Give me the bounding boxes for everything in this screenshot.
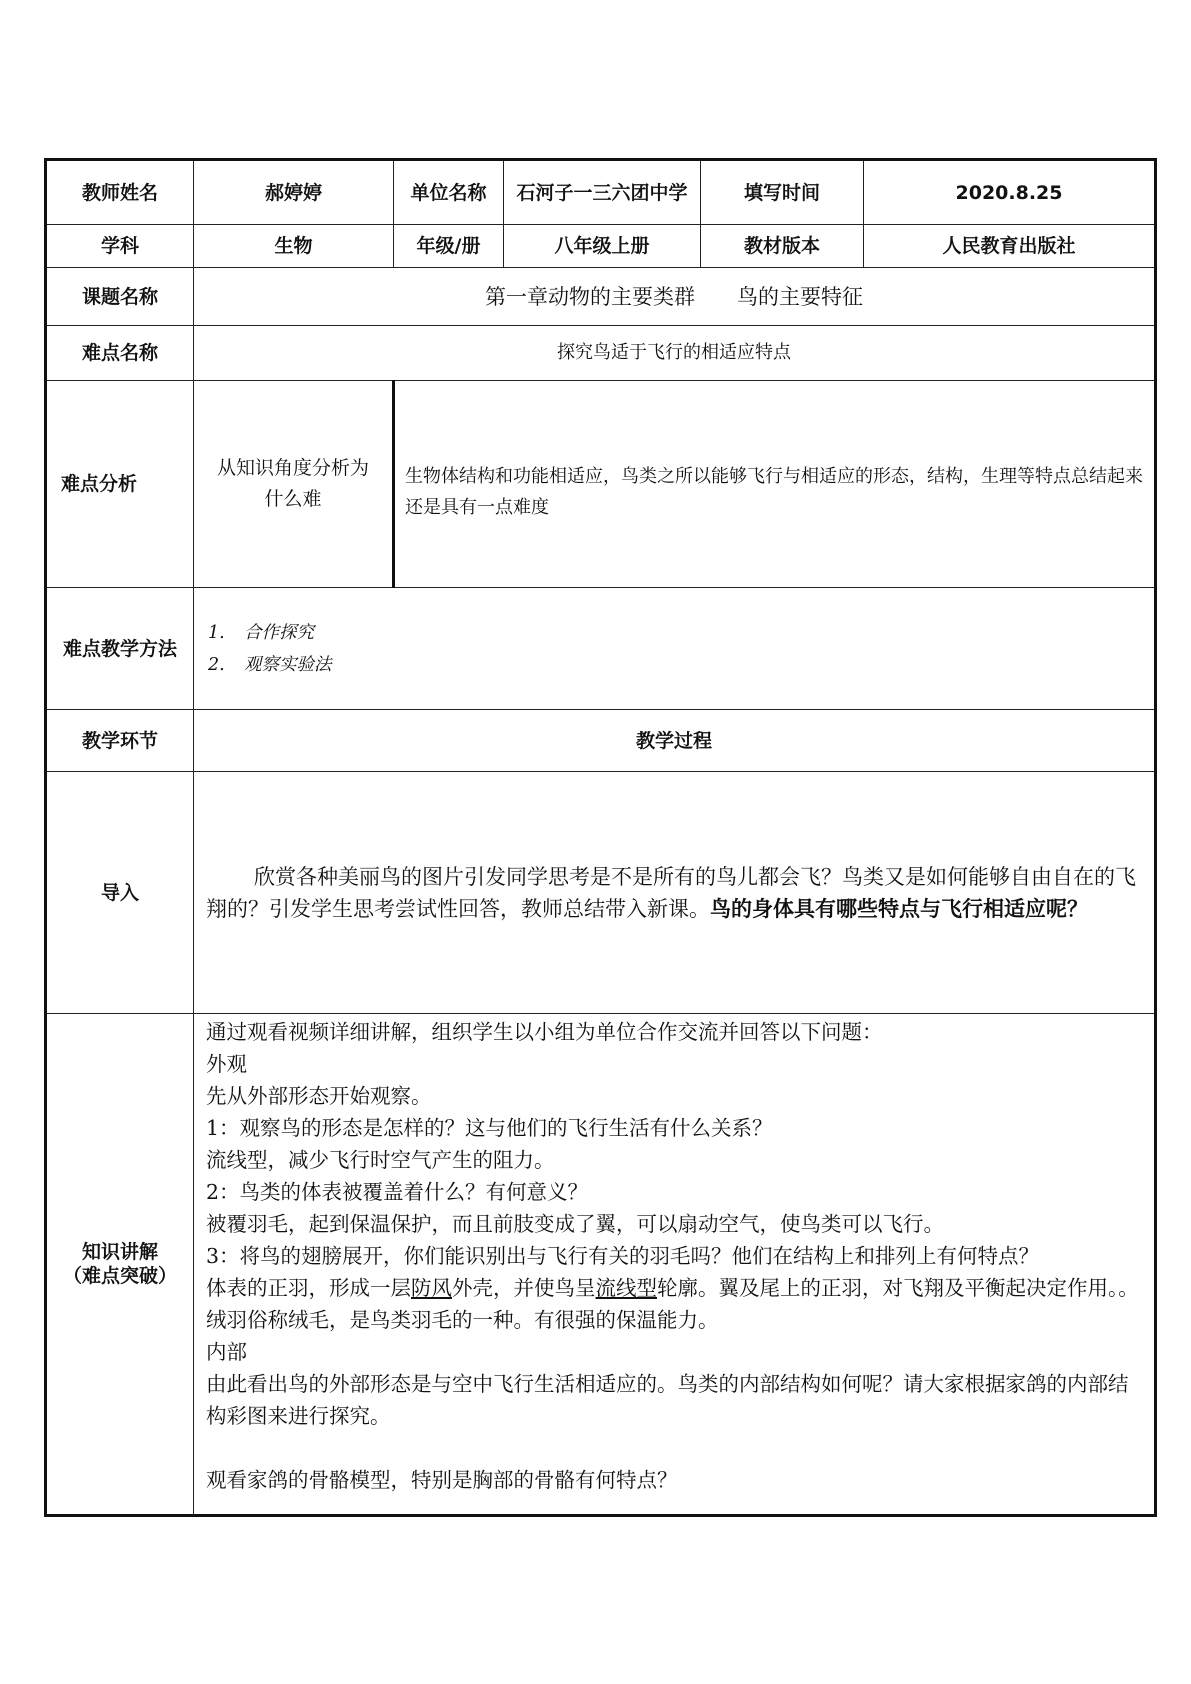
subject-value: 生物 — [194, 225, 394, 268]
row-teacher-info — [46, 160, 1156, 225]
knowledge-line: 流线型，减少飞行时空气产生的阻力。 — [206, 1148, 555, 1172]
row-subject-info — [46, 225, 1156, 268]
knowledge-line: 观看家鸽的骨骼模型，特别是胸部的骨骼有何特点？ — [206, 1468, 678, 1492]
knowledge-span: 外壳，并使鸟呈 — [452, 1276, 596, 1300]
knowledge-line: 先从外部形态开始观察。 — [206, 1084, 432, 1108]
section-label: 教学环节 — [46, 710, 194, 772]
analysis-sublabel: 从知识角度分析为什么难 — [194, 381, 394, 588]
knowledge-line: 1：观察鸟的形态是怎样的？这与他们的飞行生活有什么关系？ — [206, 1116, 773, 1140]
knowledge-span: 轮廓。翼及尾上的正羽，对飞翔及平衡起决定作用。。绒羽俗称绒毛，是鸟类羽毛的一种。有很强的保温能力。 — [206, 1276, 1139, 1332]
methods-list — [194, 588, 1156, 710]
row-topic — [46, 268, 1156, 326]
subject-label: 学科 — [46, 225, 194, 268]
method-text: 合作探究 — [244, 622, 314, 643]
unit-value: 石河子一三六团中学 — [504, 160, 701, 225]
knowledge-content — [194, 1014, 1156, 1516]
topic-value: 第一章动物的主要类群 鸟的主要特征 — [194, 268, 1156, 326]
knowledge-line: 2：鸟类的体表被覆盖着什么？有何意义？ — [206, 1180, 589, 1204]
analysis-label: 难点分析 — [46, 381, 194, 588]
lesson-plan-sheet — [44, 158, 1154, 1517]
unit-label: 单位名称 — [394, 160, 504, 225]
process-label: 教学过程 — [194, 710, 1156, 772]
method-item — [208, 617, 1154, 649]
methods-label: 难点教学方法 — [46, 588, 194, 710]
topic-label: 课题名称 — [46, 268, 194, 326]
lesson-plan-table — [44, 158, 1157, 1517]
knowledge-label — [46, 1014, 194, 1516]
edition-value: 人民教育出版社 — [864, 225, 1156, 268]
analysis-text: 生物体结构和功能相适应，鸟类之所以能够飞行与相适应的形态，结构，生理等特点总结起来还是具有一点难度 — [394, 381, 1156, 588]
knowledge-line: 被覆羽毛，起到保温保护，而且前肢变成了翼，可以扇动空气，使鸟类可以飞行。 — [206, 1212, 944, 1236]
grade-value: 八年级上册 — [504, 225, 701, 268]
row-knowledge — [46, 1014, 1156, 1516]
method-text: 观察实验法 — [244, 654, 332, 675]
knowledge-underlined: 防风 — [411, 1276, 452, 1300]
date-label: 填写时间 — [701, 160, 864, 225]
knowledge-line: 外观 — [206, 1052, 247, 1076]
knowledge-line: 内部 — [206, 1340, 247, 1364]
knowledge-underlined: 流线型 — [595, 1276, 657, 1300]
row-analysis — [46, 381, 1156, 588]
intro-content — [194, 772, 1156, 1014]
date-value: 2020.8.25 — [864, 160, 1156, 225]
knowledge-line — [206, 1272, 1142, 1336]
teacher-value: 郝婷婷 — [194, 160, 394, 225]
blank-line — [206, 1432, 1142, 1464]
method-item — [208, 649, 1154, 681]
method-number: 2. — [208, 654, 225, 675]
edition-label: 教材版本 — [701, 225, 864, 268]
intro-question: 鸟的身体具有哪些特点与飞行相适应呢？ — [710, 896, 1088, 921]
row-process-header — [46, 710, 1156, 772]
row-intro — [46, 772, 1156, 1014]
difficulty-label: 难点名称 — [46, 326, 194, 381]
intro-label: 导入 — [46, 772, 194, 1014]
teacher-label: 教师姓名 — [46, 160, 194, 225]
knowledge-label-line1: 知识讲解 — [81, 1241, 158, 1263]
intro-text: 欣赏各种美丽鸟的图片引发同学思考是不是所有的鸟儿都会飞？鸟类又是如何能够自由自在的飞翔的？引发学生思考尝试性回答，教师总结带入新课。 — [206, 864, 1136, 921]
row-methods — [46, 588, 1156, 710]
knowledge-span: 体表的正羽，形成一层 — [206, 1276, 411, 1300]
knowledge-line: 3：将鸟的翅膀展开，你们能识别出与飞行有关的羽毛吗？他们在结构上和排列上有何特点？ — [206, 1244, 1040, 1268]
method-number: 1. — [208, 622, 225, 643]
knowledge-line: 由此看出鸟的外部形态是与空中飞行生活相适应的。鸟类的内部结构如何呢？请大家根据家鸽的内部结构彩图来进行探究。 — [206, 1372, 1129, 1428]
grade-label: 年级/册 — [394, 225, 504, 268]
knowledge-line: 通过观看视频详细讲解，组织学生以小组为单位合作交流并回答以下问题： — [206, 1020, 883, 1044]
knowledge-label-line2: （难点突破） — [62, 1265, 177, 1287]
difficulty-value: 探究鸟适于飞行的相适应特点 — [194, 326, 1156, 381]
row-difficulty — [46, 326, 1156, 381]
